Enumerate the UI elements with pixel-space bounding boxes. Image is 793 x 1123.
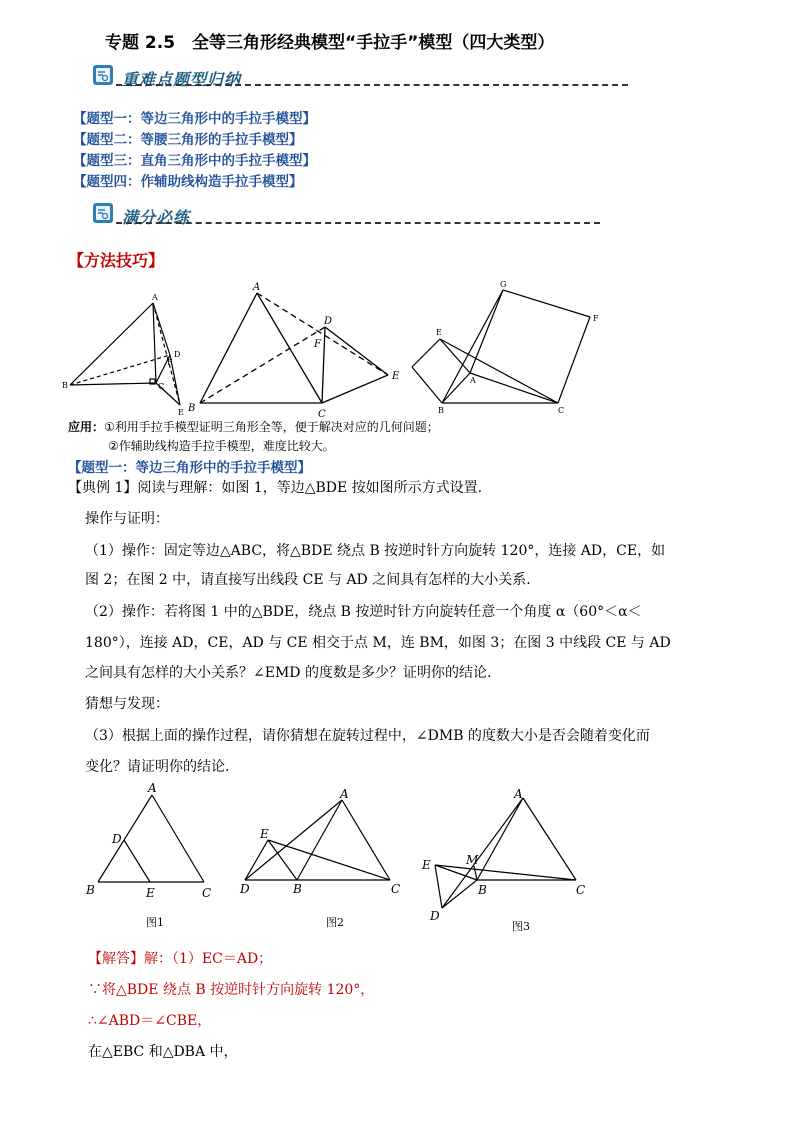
svg-text:D: D: [174, 350, 181, 359]
application-text-1: ①利用手拉手模型证明三角形全等，便于解决对应的几何问题；: [104, 420, 439, 434]
example-line: （2）操作：若将图 1 中的△BDE，绕点 B 按逆时针方向旋转任意一个角度 α（60°＜α＜: [85, 604, 642, 620]
method-heading: 【方法技巧】: [68, 251, 165, 270]
example-line: 之间具有怎样的大小关系？∠EMD 的度数是多少？证明你的结论.: [85, 665, 492, 681]
svg-text:F: F: [314, 339, 321, 350]
svg-text:C: C: [576, 883, 586, 897]
answer-line: ∵将△BDE 绕点 B 按逆时针方向旋转 120°，: [88, 982, 375, 998]
svg-text:D: D: [324, 316, 333, 327]
svg-text:G: G: [500, 280, 507, 289]
svg-text:C: C: [318, 409, 326, 420]
svg-text:E: E: [436, 328, 442, 337]
svg-text:B: B: [478, 883, 487, 897]
svg-text:图2: 图2: [326, 916, 344, 929]
example-line: 180°），连接 AD，CE，AD 与 CE 相交于点 M，连 BM，如图 3；在图 3 中线段 CE 与 AD: [85, 635, 671, 651]
answer-line: ∴∠ABD＝∠CBE，: [88, 1013, 212, 1029]
svg-text:图3: 图3: [512, 920, 530, 933]
svg-text:F: F: [593, 314, 599, 323]
svg-text:B: B: [62, 381, 68, 390]
toc-item-1: 【题型一：等边三角形中的手拉手模型】: [73, 111, 316, 127]
application-label: 应用：: [68, 420, 105, 434]
example-line: （1）操作：固定等边△ABC，将△BDE 绕点 B 按逆时针方向旋转 120°，连接 AD，CE，如: [85, 543, 666, 559]
answer-line: 【解答】解：（1）EC＝AD；: [88, 951, 273, 967]
example-line: 【典例 1】阅读与理解：如图 1，等边△BDE 按如图所示方式设置.: [68, 480, 483, 496]
example-line: 变化？请证明你的结论.: [85, 759, 230, 775]
section-header-key-types: [92, 62, 632, 96]
section-label: 重难点题型归纳: [122, 70, 242, 89]
svg-text:B: B: [86, 883, 95, 897]
example-figure-3: [421, 787, 585, 933]
svg-text:E: E: [178, 408, 184, 417]
toc-item-2: 【题型二：等腰三角形的手拉手模型】: [73, 132, 303, 148]
toc-item-4: 【题型四：作辅助线构造手拉手模型】: [73, 174, 303, 190]
svg-text:C: C: [391, 882, 401, 896]
svg-text:C: C: [202, 886, 212, 900]
svg-text:E: E: [422, 858, 431, 872]
svg-text:E: E: [146, 886, 155, 900]
svg-text:B: B: [438, 406, 444, 415]
answer-line: 在△EBC 和△DBA 中，: [88, 1044, 238, 1060]
example-figures: [80, 780, 600, 940]
svg-text:A: A: [340, 787, 349, 801]
page-title: 专题 2.5 全等三角形经典模型“手拉手”模型（四大类型）: [105, 33, 555, 53]
type1-heading: 【题型一：等边三角形中的手拉手模型】: [68, 460, 311, 476]
document-icon: [92, 202, 114, 224]
document-icon: [92, 64, 114, 86]
svg-text:D: D: [112, 832, 122, 846]
svg-text:E: E: [392, 371, 400, 382]
svg-text:A: A: [470, 376, 476, 385]
section-header-practice: [92, 200, 602, 234]
svg-text:M: M: [466, 853, 479, 867]
svg-text:A: A: [152, 293, 158, 302]
svg-text:F: F: [167, 358, 173, 367]
toc-item-3: 【题型三：直角三角形中的手拉手模型】: [73, 153, 316, 169]
svg-text:A: A: [253, 282, 261, 293]
svg-text:A: A: [514, 787, 523, 801]
example-line: 猜想与发现：: [85, 696, 169, 712]
model-figure-3: [412, 280, 599, 415]
example-line: 图 2；在图 2 中，请直接写出线段 CE 与 AD 之间具有怎样的大小关系.: [85, 572, 531, 588]
svg-text:E: E: [260, 827, 269, 841]
svg-text:D: D: [430, 909, 440, 923]
svg-text:B: B: [188, 403, 196, 414]
svg-text:图1: 图1: [146, 916, 164, 929]
example-line: （3）根据上面的操作过程，请你猜想在旋转过程中，∠DMB 的度数大小是否会随着变化而: [85, 728, 650, 744]
svg-text:B: B: [293, 882, 302, 896]
svg-text:C: C: [558, 406, 565, 415]
application-line-2: ②作辅助线构造手拉手模型，难度比较大。: [108, 439, 335, 453]
section-label: 满分必练: [122, 208, 191, 227]
example-figure-1: [85, 781, 211, 929]
svg-text:D: D: [240, 882, 250, 896]
svg-text:A: A: [148, 781, 157, 795]
dashed-divider: [116, 222, 600, 224]
top-figures: [60, 275, 620, 420]
application-line-1: [68, 418, 439, 435]
svg-text:C: C: [158, 382, 165, 391]
model-figure-1: [62, 293, 184, 417]
dashed-divider: [116, 84, 628, 86]
model-figure-2: [187, 282, 400, 420]
example-figure-2: [239, 787, 400, 929]
example-line: 操作与证明：: [85, 511, 169, 527]
